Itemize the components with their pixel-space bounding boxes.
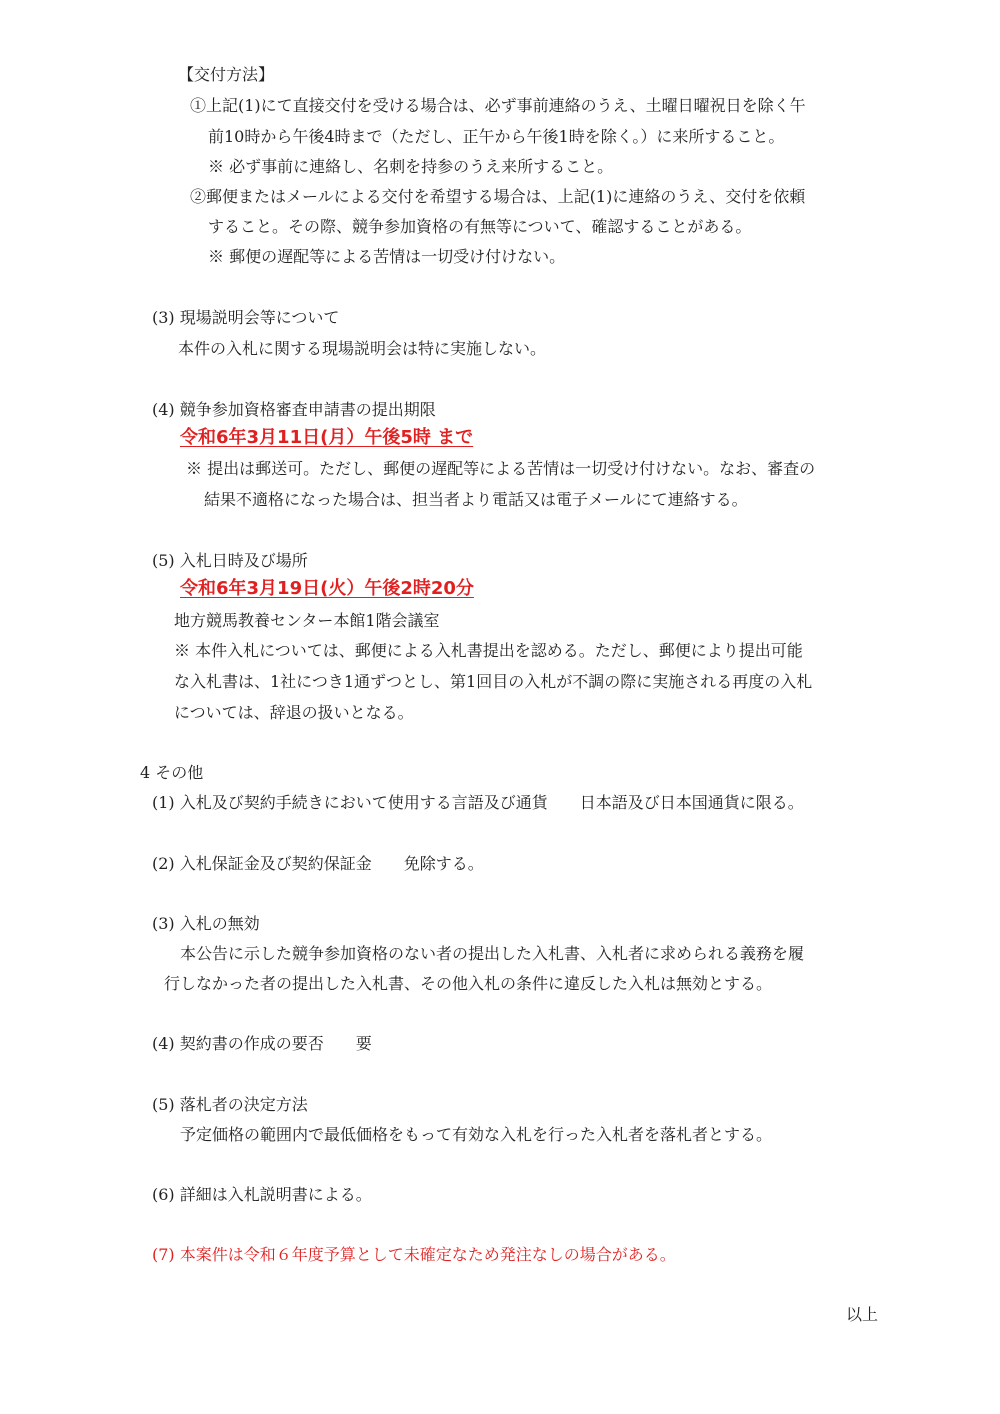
other-item-4: (4) 契約書の作成の要否 要 (152, 1034, 372, 1053)
delivery-item1-line2: 前10時から午後4時まで（ただし、正午から午後1時を除く。）に来所すること。 (208, 127, 785, 146)
other-item-3-heading: (3) 入札の無効 (152, 914, 260, 933)
bid-datetime: 令和6年3月19日(火）午後2時20分 (180, 578, 474, 599)
other-item-3-line2: 行しなかった者の提出した入札書、その他入札の条件に違反した入札は無効とする。 (164, 974, 773, 993)
bid-place: 地方競馬教養センター本館1階会議室 (174, 611, 440, 630)
other-item-1: (1) 入札及び契約手続きにおいて使用する言語及び通貨 日本語及び日本国通貨に限る。 (152, 793, 804, 812)
section-3-heading: (3) 現場説明会等について (152, 308, 340, 327)
section-3-body: 本件の入札に関する現場説明会は特に実施しない。 (178, 339, 547, 358)
delivery-item2-note: ※ 郵便の遅配等による苦情は一切受け付けない。 (208, 247, 566, 266)
delivery-item1-line1: ①上記(1)にて直接交付を受ける場合は、必ず事前連絡のうえ、土曜日曜祝日を除く午 (190, 96, 806, 115)
delivery-item2-line2: すること。その際、競争参加資格の有無等について、確認することがある。 (208, 217, 752, 236)
closing-text: 以上 (846, 1305, 879, 1324)
other-item-7: (7) 本案件は令和６年度予算として未確定なため発注なしの場合がある。 (152, 1245, 676, 1264)
section-5-note-line2: な入札書は、1社につき1通ずつとし、第1回目の入札が不調の際に実施される再度の入札 (174, 672, 813, 691)
other-item-3-line1: 本公告に示した競争参加資格のない者の提出した入札書、入札者に求められる義務を履 (180, 944, 805, 963)
section-4-heading: (4) 競争参加資格審査申請書の提出期限 (152, 400, 436, 419)
section-4-note-line1: ※ 提出は郵送可。ただし、郵便の遅配等による苦情は一切受け付けない。なお、審査の (186, 459, 816, 478)
other-item-6: (6) 詳細は入札説明書による。 (152, 1185, 372, 1204)
other-item-5-heading: (5) 落札者の決定方法 (152, 1095, 308, 1114)
section-5-heading: (5) 入札日時及び場所 (152, 551, 308, 570)
section-5-note-line1: ※ 本件入札については、郵便による入札書提出を認める。ただし、郵便により提出可能 (174, 641, 803, 660)
section-5-note-line3: については、辞退の扱いとなる。 (174, 703, 414, 722)
application-deadline: 令和6年3月11日(月）午後5時 まで (180, 427, 474, 448)
other-item-2: (2) 入札保証金及び契約保証金 免除する。 (152, 854, 484, 873)
other-heading: 4 その他 (140, 763, 204, 782)
other-item-5-body: 予定価格の範囲内で最低価格をもって有効な入札を行った入札者を落札者とする。 (180, 1125, 773, 1144)
delivery-heading: 【交付方法】 (178, 65, 275, 84)
section-4-note-line2: 結果不適格になった場合は、担当者より電話又は電子メールにて連絡する。 (204, 490, 748, 509)
delivery-item2-line1: ②郵便またはメールによる交付を希望する場合は、上記(1)に連絡のうえ、交付を依頼 (190, 187, 806, 206)
delivery-item1-note: ※ 必ず事前に連絡し、名刺を持参のうえ来所すること。 (208, 157, 614, 176)
